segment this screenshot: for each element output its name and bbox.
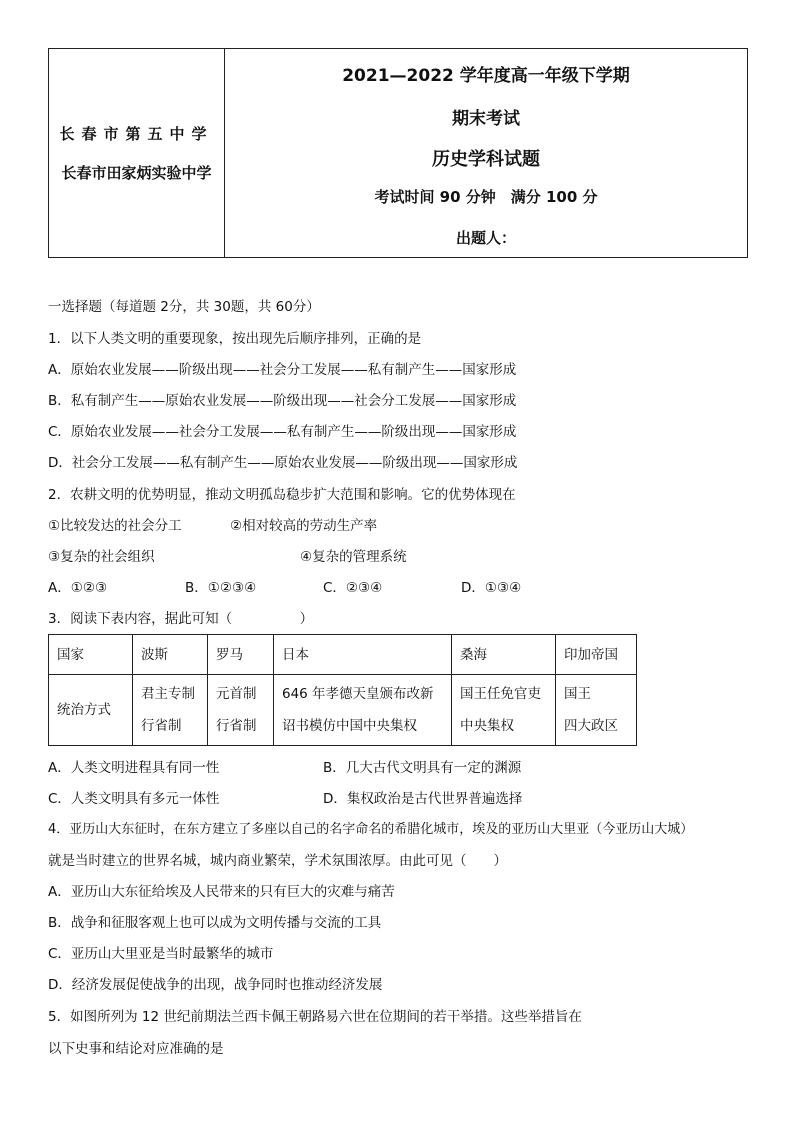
exam-time: 考试时间 90 分钟 满分 100 分 <box>374 188 598 206</box>
section-title: 一选择题（每道题 2分，共 30题，共 60分） <box>48 299 320 315</box>
q2-statement-3: ③复杂的社会组织 <box>48 549 155 565</box>
q1-option-b: B．私有制产生——原始农业发展——阶级出现——社会分工发展——国家形成 <box>48 393 517 409</box>
q1-option-c: C．原始农业发展——社会分工发展——私有制产生——阶级出现——国家形成 <box>48 424 517 440</box>
q2-option-a: A．①②③ <box>48 580 108 596</box>
q1-stem: 1．以下人类文明的重要现象，按出现先后顺序排列，正确的是 <box>48 331 422 347</box>
q5-stem-line-1: 5．如图所列为 12 世纪前期法兰西卡佩王朝路易六世在位期间的若干举措。这些举措旨在 <box>48 1009 582 1025</box>
table-header-inca: 印加帝国 <box>556 635 637 675</box>
q3-option-a: A．人类文明进程具有同一性 <box>48 760 220 776</box>
table-row <box>49 675 637 746</box>
cell-line: 行省制 <box>141 718 182 734</box>
q4-option-d: D．经济发展促使战争的出现，战争同时也推动经济发展 <box>48 977 383 993</box>
table-cell-persia <box>133 675 208 746</box>
cell-line: 诏书模仿中国中央集权 <box>282 718 417 734</box>
cell-line: 中央集权 <box>460 718 514 734</box>
school-year: 2021—2022 学年度高一年级下学期 <box>342 66 630 86</box>
q4-option-a: A．亚历山大东征给埃及人民带来的只有巨大的灾难与痛苦 <box>48 884 395 900</box>
cell-line: 元首制 <box>216 686 257 702</box>
q3-option-d: D．集权政治是古代世界普遍选择 <box>323 791 523 807</box>
cell-line: 行省制 <box>216 718 257 734</box>
q3-table <box>48 634 637 746</box>
table-cell-rome <box>208 675 274 746</box>
q1-option-a: A．原始农业发展——阶级出现——社会分工发展——私有制产生——国家形成 <box>48 362 517 378</box>
table-header-persia: 波斯 <box>133 635 208 675</box>
table-row-label: 统治方式 <box>49 675 133 746</box>
table-header-japan: 日本 <box>274 635 452 675</box>
q3-option-c: C．人类文明具有多元一体性 <box>48 791 220 807</box>
table-cell-inca <box>556 675 637 746</box>
q2-stem: 2．农耕文明的优势明显，推动文明孤岛稳步扩大范围和影响。它的优势体现在 <box>48 487 516 503</box>
q3-option-b: B．几大古代文明具有一定的渊源 <box>323 760 522 776</box>
cell-line: 君主专制 <box>141 686 195 702</box>
q2-statement-2: ②相对较高的劳动生产率 <box>230 518 378 534</box>
table-header-rome: 罗马 <box>208 635 274 675</box>
q4-stem-line-1: 4．亚历山大东征时，在东方建立了多座以自己的名字命名的希腊化城市，埃及的亚历山大里亚（今亚历山大城） <box>48 822 694 837</box>
table-header-country: 国家 <box>49 635 133 675</box>
q4-stem-line-2: 就是当时建立的世界名城，城内商业繁荣，学术氛围浓厚。由此可见（ ） <box>48 853 507 869</box>
table-header-songhai: 桑海 <box>452 635 556 675</box>
question-maker: 出题人： <box>455 229 516 247</box>
table-cell-songhai <box>452 675 556 746</box>
q5-stem-line-2: 以下史事和结论对应准确的是 <box>48 1041 224 1057</box>
table-header-row <box>49 635 637 675</box>
cell-line: 国王任免官吏 <box>460 686 541 702</box>
cell-line: 四大政区 <box>564 718 618 734</box>
table-cell-japan <box>274 675 452 746</box>
school-names <box>49 49 225 257</box>
q1-option-d: D．社会分工发展——私有制产生——原始农业发展——阶级出现——国家形成 <box>48 455 518 471</box>
cell-line: 646 年孝德天皇颁布改新 <box>282 686 434 702</box>
exam-name: 期末考试 <box>452 109 520 129</box>
school-name-2: 长春市田家炳实验中学 <box>61 164 212 182</box>
q4-option-b: B．战争和征服客观上也可以成为文明传播与交流的工具 <box>48 915 382 931</box>
q2-option-c: C．②③④ <box>323 580 383 596</box>
header-box <box>48 48 748 258</box>
q2-option-b: B．①②③④ <box>185 580 257 596</box>
q3-stem: 3．阅读下表内容，据此可知（ ） <box>48 611 314 627</box>
school-name-1: 长春市第五中学 <box>59 125 214 143</box>
q4-option-c: C．亚历山大里亚是当时最繁华的城市 <box>48 946 274 962</box>
q2-option-d: D．①③④ <box>461 580 522 596</box>
subject-title: 历史学科试题 <box>432 149 540 170</box>
q2-statement-4: ④复杂的管理系统 <box>300 549 407 565</box>
exam-title-block <box>225 49 747 257</box>
q2-statement-1: ①比较发达的社会分工 <box>48 518 182 534</box>
cell-line: 国王 <box>564 686 591 702</box>
